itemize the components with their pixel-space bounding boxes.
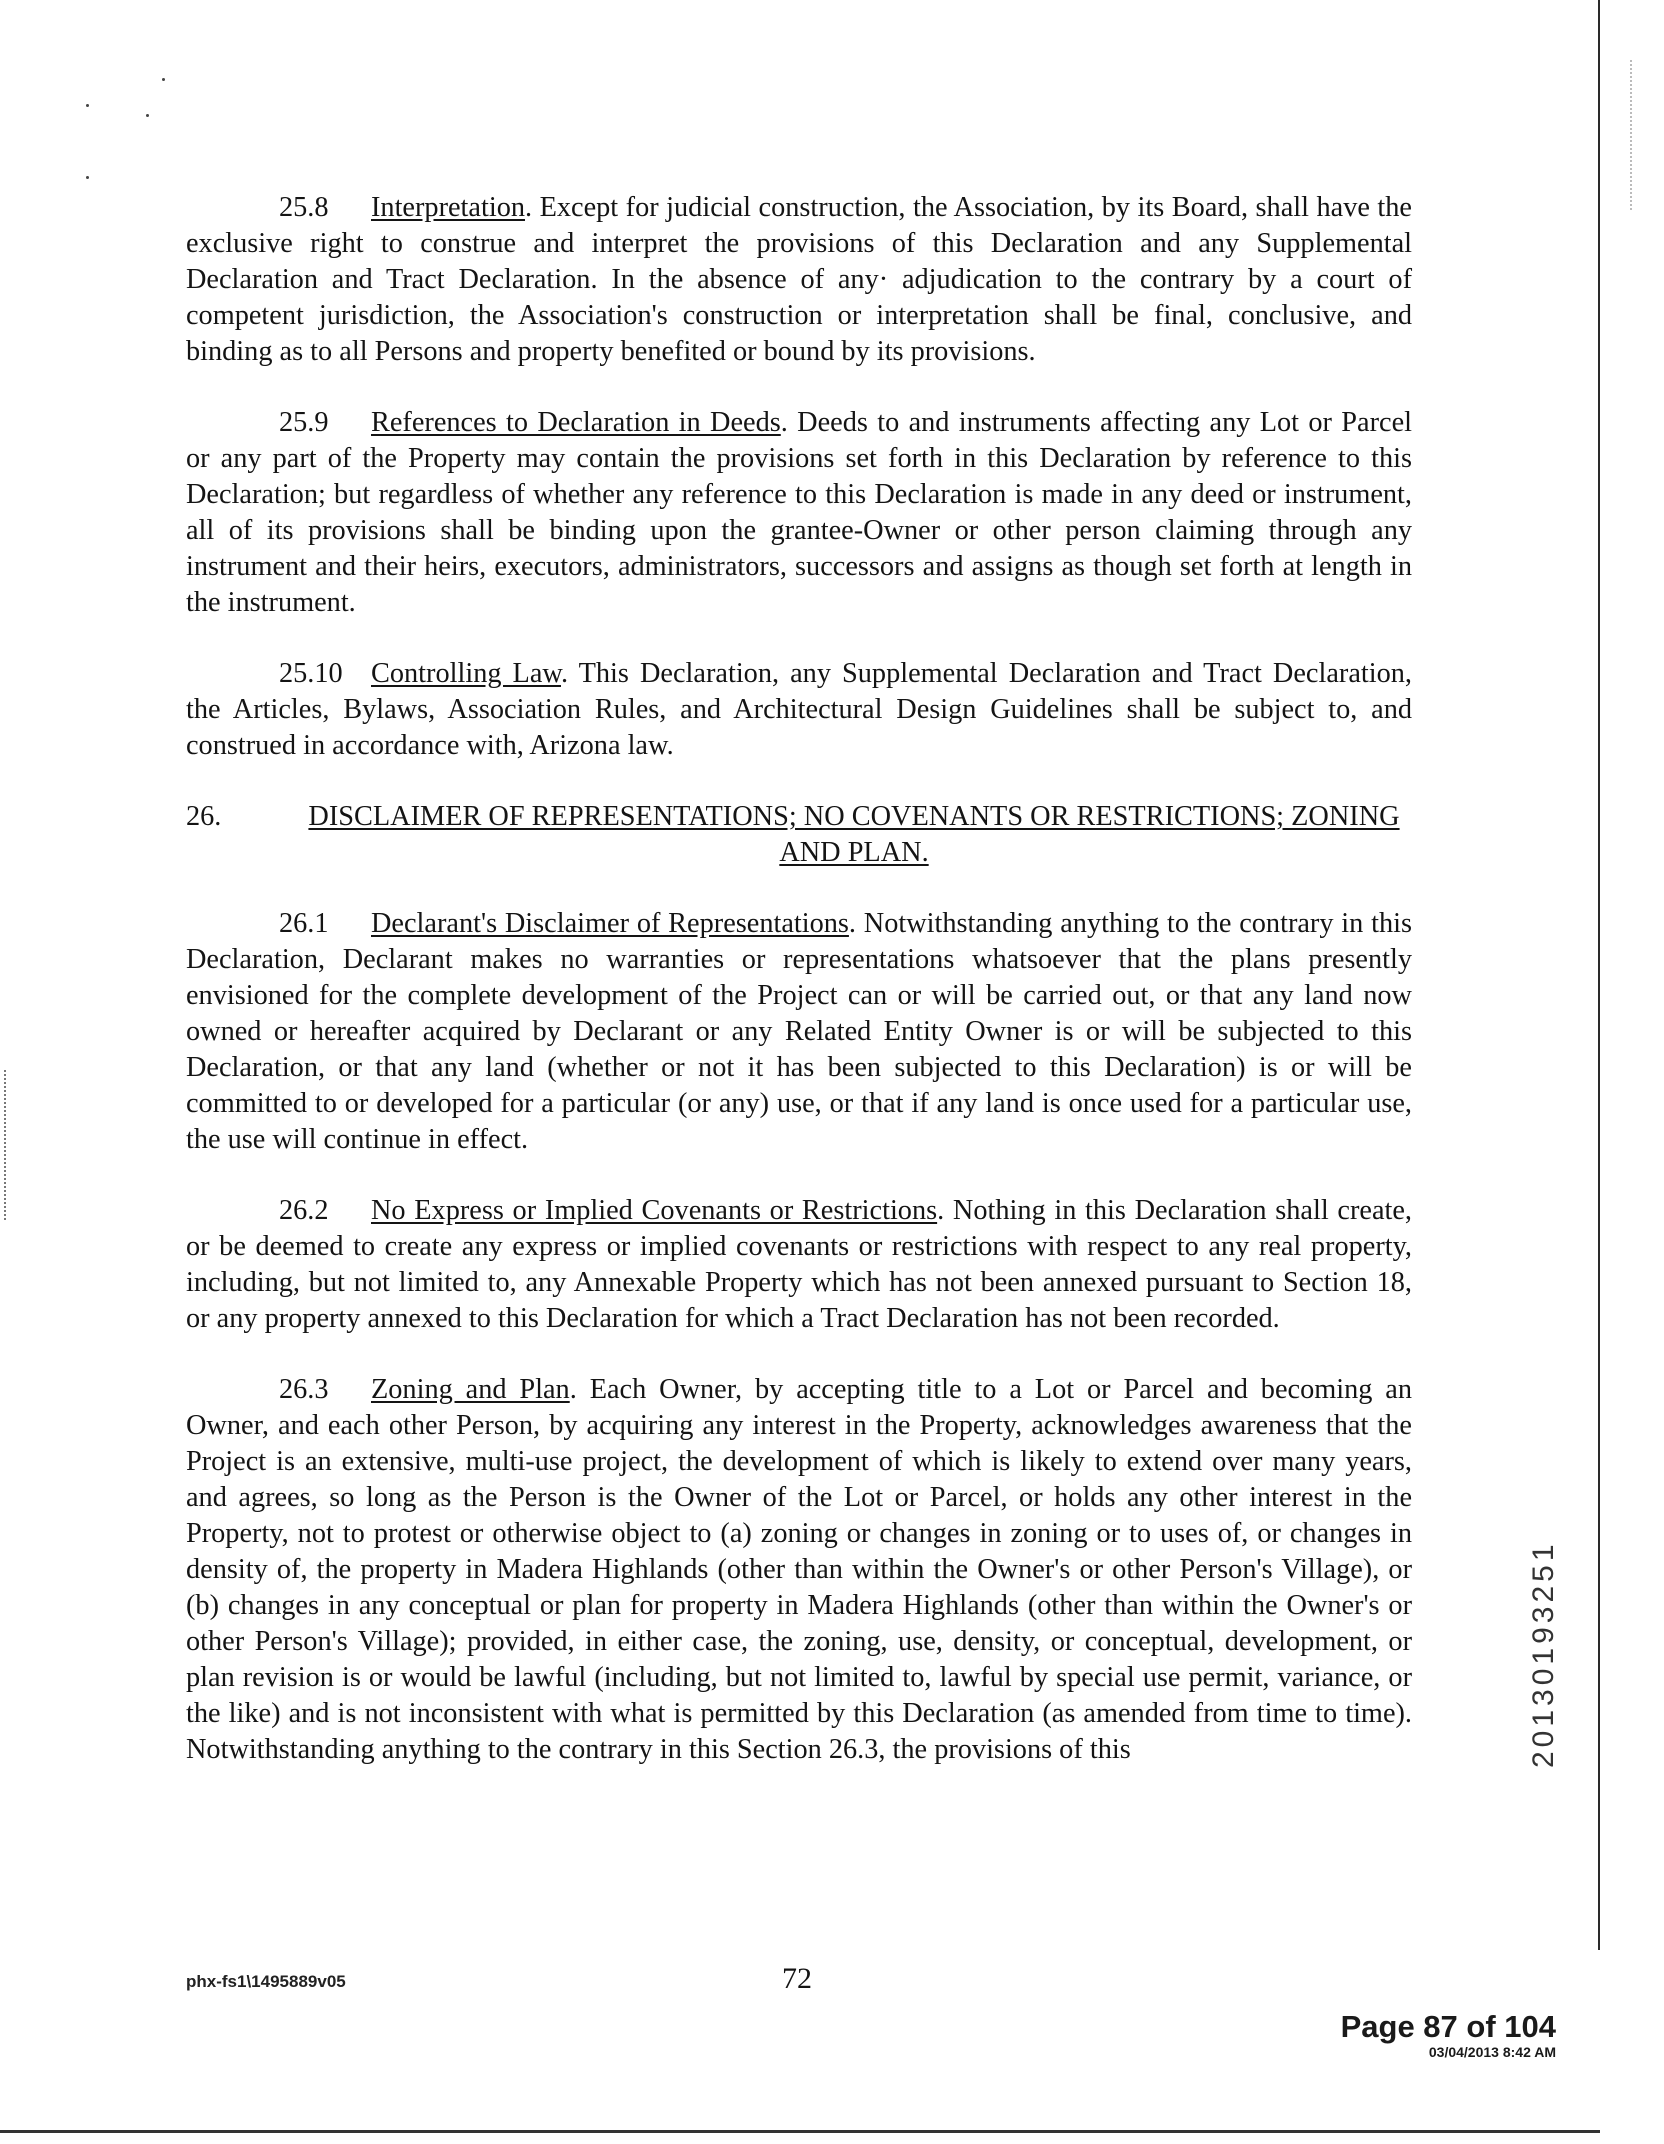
recorder-page-stamp [1341,2010,1556,2060]
scan-border-bottom [0,2130,1600,2133]
section-heading-26 [186,799,1412,871]
paragraph-title: Declarant's Disclaimer of Representations [371,908,849,939]
scan-artifact-left [4,1070,8,1220]
paragraph-26-3 [186,1372,1412,1768]
paragraph-number: 25.8 [279,192,329,223]
paragraph-text: . Nothing in this Declaration shall create, or be deemed to create any express or implied covenants or restrictions with respect to any real property, including, but not limited to, any Annexable Property which has not been annexed pursuant to Section 18, or any property annexed to this Declaration for which a Tract Declaration has not been recorded. [186,1195,1413,1334]
paragraph-title: Interpretation [371,192,525,223]
scan-speck [86,176,89,179]
paragraph-number: 26.2 [279,1195,329,1226]
document-body [186,190,1412,1803]
paragraph-26-2 [186,1193,1412,1337]
paragraph-25-8 [186,190,1412,370]
scan-speck [146,114,149,117]
paragraph-number: 25.10 [279,658,343,689]
paragraph-number: 25.9 [279,407,329,438]
scan-speck [162,78,165,81]
recorder-timestamp: 03/04/2013 8:42 AM [1428,2044,1556,2060]
recorder-side-number: 20130193251 [1527,1540,1560,1768]
paragraph-title: No Express or Implied Covenants or Restrictions [371,1195,938,1226]
paragraph-text: . Each Owner, by accepting title to a Lot or Parcel and becoming an Owner, and each other Person, by acquiring any interest in the Property, acknowledges awareness that the Project is an extensive, multi-use project, the development of which is likely to extend over many years, and agrees, so long as the Person is the Owner of the Lot or Parcel, or holds any other interest in the Property, not to protest or otherwise object to (a) zoning or changes in zoning or to uses of, or changes in density of, the property in Madera Highlands (other than within the Owner's or other Person's Village), or (b) changes in any conceptual or plan for property in Madera Highlands (other than within the Owner's or other Person's Village); provided, in either case, the zoning, use, density, or conceptual, development, or plan revision is or would be lawful (including, but not limited to, lawful by special use permit, variance, or the like) and is not inconsistent with what is permitted by this Declaration (as amended from time to time). Notwithstanding anything to the contrary in this Section 26.3, the provisions of this [186,1374,1413,1765]
paragraph-text: . This Declaration, any Supplemental Declaration and Tract Declaration, the Articles, Bylaws, Association Rules, and Architectural Design Guidelines shall be subject to, and construed in accordance with, Arizona law. [186,658,1412,761]
paragraph-26-1 [186,906,1412,1158]
paragraph-number: 26.3 [279,1374,329,1405]
scan-artifact-right [1630,60,1634,210]
footer-file-id: phx-fs1\1495889v05 [186,1972,346,1991]
paragraph-title: Controlling Law [371,658,561,689]
paragraph-title: Zoning and Plan [371,1374,570,1405]
paragraph-number: 26.1 [279,908,329,939]
paragraph-title: References to Declaration in Deeds [371,407,781,438]
section-title: DISCLAIMER OF REPRESENTATIONS; NO COVENANTS OR RESTRICTIONS; ZONING AND PLAN. [308,801,1400,868]
scan-speck [86,104,89,107]
paragraph-text: . Deeds to and instruments affecting any Lot or Parcel or any part of the Property may contain the provisions set forth in this Declaration by reference to this Declaration; but regardless of whether any reference to this Declaration is made in any deed or instrument, all of its provisions shall be binding upon the grantee-Owner or other person claiming through any instrument and their heirs, executors, administrators, successors and assigns as though set forth at length in the instrument. [186,407,1412,618]
scan-border-right [1598,0,1600,1950]
footer-page-number: 72 [782,1962,812,1995]
section-number: 26. [186,801,222,832]
paragraph-text: . Except for judicial construction, the Association, by its Board, shall have the exclusive right to construe and interpret the provisions of this Declaration and any Supplemental Declaration and Tract Declaration. In the absence of any· adjudication to the contrary by a court of competent jurisdiction, the Association's construction or interpretation shall be final, conclusive, and binding as to all Persons and property benefited or bound by its provisions. [186,192,1412,367]
paragraph-text: . Notwithstanding anything to the contrary in this Declaration, Declarant makes no warranties or representations whatsoever that the plans presently envisioned for the complete development of the Project can or will be carried out, or that any land now owned or hereafter acquired by Declarant or any Related Entity Owner is or will be subjected to this Declaration, or that any land (whether or not it has been subjected to this Declaration) is or will be committed to or developed for a particular (or any) use, or that if any land is once used for a particular use, the use will continue in effect. [186,908,1412,1155]
paragraph-25-9 [186,405,1412,621]
recorder-page-label: Page 87 of 104 [1340,2009,1556,2044]
paragraph-25-10 [186,656,1412,764]
